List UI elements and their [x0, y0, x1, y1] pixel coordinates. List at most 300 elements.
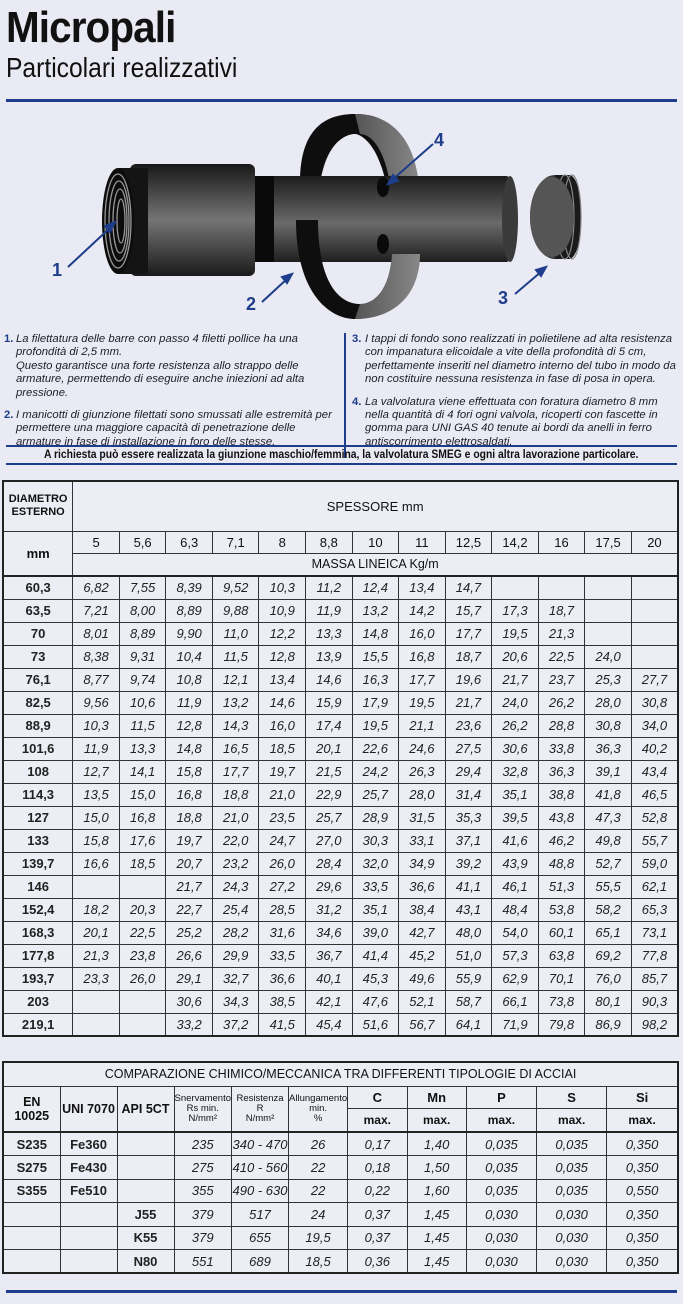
- mass-cell: 35,3: [445, 806, 492, 829]
- mass-cell: 39,2: [445, 852, 492, 875]
- mass-cell: 16,8: [166, 783, 213, 806]
- mass-cell: 23,3: [73, 967, 120, 990]
- max-label: max.: [537, 1108, 607, 1132]
- mass-cell: 49,6: [399, 967, 446, 990]
- note-text: I manicotti di giunzione filettati sono smussati alle estremità per permettere una maggiore capacità di penetrazione delle armature in fase di installazione in foro delle stesse.: [16, 409, 332, 448]
- mass-cell: 11,2: [306, 576, 353, 599]
- col-en10025: EN 10025: [3, 1086, 60, 1132]
- steel-cell-rs: 551: [174, 1250, 232, 1274]
- mass-cell: 41,8: [585, 783, 632, 806]
- mass-cell: 86,9: [585, 1013, 632, 1036]
- mass-cell: 15,8: [73, 829, 120, 852]
- mass-cell: [73, 990, 120, 1013]
- page-subtitle: Particolari realizzativi: [6, 52, 238, 83]
- diameter-cell: 139,7: [3, 852, 73, 875]
- steel-cell-uni: [60, 1203, 117, 1227]
- mass-cell: 80,1: [585, 990, 632, 1013]
- steel-cell-mn: 1,45: [407, 1226, 466, 1250]
- mass-cell: 48,0: [445, 921, 492, 944]
- mass-cell: 31,5: [399, 806, 446, 829]
- mass-cell: 20,6: [492, 645, 539, 668]
- note-number: 2.: [4, 409, 14, 422]
- mass-cell: 16,5: [212, 737, 259, 760]
- steel-cell-p: 0,035: [466, 1179, 536, 1203]
- table-row: [3, 829, 678, 852]
- mass-cell: 28,0: [399, 783, 446, 806]
- mass-cell: 58,2: [585, 898, 632, 921]
- mass-cell: 18,8: [166, 806, 213, 829]
- steel-cell-uni: Fe430: [60, 1156, 117, 1180]
- mass-cell: 8,39: [166, 576, 213, 599]
- mass-cell: 56,7: [399, 1013, 446, 1036]
- mass-cell: 10,4: [166, 645, 213, 668]
- table-row: [3, 599, 678, 622]
- mass-cell: [119, 990, 166, 1013]
- mass-cell: 12,2: [259, 622, 306, 645]
- mass-cell: 10,8: [166, 668, 213, 691]
- steel-cell-mn: 1,45: [407, 1250, 466, 1274]
- mass-cell: 37,1: [445, 829, 492, 852]
- diameter-cell: 152,4: [3, 898, 73, 921]
- diameter-cell: 101,6: [3, 737, 73, 760]
- steel-cell-p: 0,035: [466, 1132, 536, 1156]
- steel-cell-p: 0,035: [466, 1156, 536, 1180]
- header-line: Rs min.: [186, 1102, 219, 1114]
- table-row: [3, 898, 678, 921]
- mass-cell: 34,3: [212, 990, 259, 1013]
- mass-cell: 32,8: [492, 760, 539, 783]
- steel-cell-si: 0,350: [607, 1250, 678, 1274]
- mass-cell: 17,6: [119, 829, 166, 852]
- diameter-cell: 114,3: [3, 783, 73, 806]
- mass-cell: 13,5: [73, 783, 120, 806]
- mass-cell: 8,38: [73, 645, 120, 668]
- mass-cell: 31,2: [306, 898, 353, 921]
- mass-cell: 6,82: [73, 576, 120, 599]
- mass-cell: 41,5: [259, 1013, 306, 1036]
- steel-cell-api: J55: [117, 1203, 174, 1227]
- mass-cell: 28,4: [306, 852, 353, 875]
- col-si: Si: [607, 1086, 678, 1108]
- max-label: max.: [348, 1108, 407, 1132]
- mass-cell: 9,90: [166, 622, 213, 645]
- mass-cell: 20,1: [73, 921, 120, 944]
- steel-cell-mn: 1,40: [407, 1132, 466, 1156]
- steel-cell-c: 0,36: [348, 1250, 407, 1274]
- mass-cell: 17,7: [399, 668, 446, 691]
- mass-cell: 73,1: [631, 921, 678, 944]
- note-text: La filettatura delle barre con passo 4 filetti pollice ha una profondità di 2,5 mm.: [16, 333, 298, 359]
- mass-cell: 13,3: [306, 622, 353, 645]
- mass-cell: 52,8: [631, 806, 678, 829]
- steel-cell-rs: 379: [174, 1226, 232, 1250]
- mass-cell: 15,8: [166, 760, 213, 783]
- table-row: [3, 576, 678, 599]
- mass-cell: 55,7: [631, 829, 678, 852]
- mass-cell: 45,3: [352, 967, 399, 990]
- mass-cell: 52,7: [585, 852, 632, 875]
- mass-cell: 12,8: [166, 714, 213, 737]
- mass-cell: 33,5: [259, 944, 306, 967]
- diameter-cell: 146: [3, 875, 73, 898]
- mass-cell: 27,0: [306, 829, 353, 852]
- steel-cell-c: 0,22: [348, 1179, 407, 1203]
- table-row: [3, 944, 678, 967]
- diameter-cell: 127: [3, 806, 73, 829]
- steel-cell-r: 517: [232, 1203, 289, 1227]
- thickness-col: 6,3: [166, 531, 213, 553]
- mass-cell: 17,4: [306, 714, 353, 737]
- steel-cell-en: S235: [3, 1132, 60, 1156]
- steel-cell-a: 22: [289, 1156, 348, 1180]
- mass-cell: 11,0: [212, 622, 259, 645]
- mass-cell: 35,1: [352, 898, 399, 921]
- divider: [6, 1290, 677, 1293]
- mass-cell: 57,3: [492, 944, 539, 967]
- mass-cell: 40,2: [631, 737, 678, 760]
- notes-left: [0, 333, 340, 458]
- note-text: La valvolatura viene effettuata con foratura diametro 8 mm nella quantità di 4 fori ogni valvola, ricoperti con fascette in gomma para UNI GAS 40 tenute ai bordi da anelli in ferro antiscorrimento elettrosaldati.: [365, 395, 658, 448]
- mass-cell: 43,1: [445, 898, 492, 921]
- mass-cell: 22,9: [306, 783, 353, 806]
- thickness-col: 11: [399, 531, 446, 553]
- note-4: [346, 396, 683, 450]
- mass-cell: 31,6: [259, 921, 306, 944]
- header-line: R: [256, 1102, 264, 1114]
- mass-cell: 9,74: [119, 668, 166, 691]
- mass-cell: 24,6: [399, 737, 446, 760]
- mass-cell: 13,2: [212, 691, 259, 714]
- mass-cell: 33,1: [399, 829, 446, 852]
- diameter-cell: 82,5: [3, 691, 73, 714]
- mass-cell: 16,6: [73, 852, 120, 875]
- col-uni7070: UNI 7070: [60, 1086, 117, 1132]
- table-row: [3, 760, 678, 783]
- mass-cell: 18,7: [538, 599, 585, 622]
- mass-cell: 15,0: [119, 783, 166, 806]
- callout-1: 1: [52, 260, 63, 280]
- mass-cell: 14,6: [306, 668, 353, 691]
- page-title: Micropali: [6, 3, 176, 52]
- mass-cell: 29,4: [445, 760, 492, 783]
- mass-cell: 18,2: [73, 898, 120, 921]
- mass-cell: 54,0: [492, 921, 539, 944]
- diameter-cell: 177,8: [3, 944, 73, 967]
- mass-cell: 70,1: [538, 967, 585, 990]
- note-text: I tappi di fondo sono realizzati in polietilene ad alta resistenza con impanatura elicoidale a vite della profondità di 5 cm, perfettamente inseriti nel diametro interno del tubo in modo da non costituire nessuna resistenza in fase di posa in opera.: [365, 333, 676, 386]
- diameter-cell: 63,5: [3, 599, 73, 622]
- mass-cell: 98,2: [631, 1013, 678, 1036]
- mass-cell: 8,89: [166, 599, 213, 622]
- mass-cell: 14,6: [259, 691, 306, 714]
- diameter-header: [3, 481, 73, 531]
- thickness-col: 12,5: [445, 531, 492, 553]
- mass-cell: 25,4: [212, 898, 259, 921]
- mass-cell: 17,9: [352, 691, 399, 714]
- steel-cell-c: 0,37: [348, 1203, 407, 1227]
- mass-cell: 62,9: [492, 967, 539, 990]
- mass-cell: 42,1: [306, 990, 353, 1013]
- table-row: [3, 668, 678, 691]
- callout-3: 3: [498, 288, 509, 308]
- steel-cell-mn: 1,45: [407, 1203, 466, 1227]
- mass-cell: 55,9: [445, 967, 492, 990]
- steel-cell-en: S355: [3, 1179, 60, 1203]
- mass-cell: 12,8: [259, 645, 306, 668]
- diameter-cell: 219,1: [3, 1013, 73, 1036]
- mass-cell: 14,8: [166, 737, 213, 760]
- mass-cell: 62,1: [631, 875, 678, 898]
- table-row: [3, 921, 678, 944]
- steel-cell-a: 22: [289, 1179, 348, 1203]
- mass-cell: 25,7: [352, 783, 399, 806]
- mass-cell: 11,5: [212, 645, 259, 668]
- mass-cell: 18,7: [445, 645, 492, 668]
- steel-table-caption: COMPARAZIONE CHIMICO/MECCANICA TRA DIFFERENTI TIPOLOGIE DI ACCIAI: [3, 1062, 678, 1086]
- mass-cell: 25,7: [306, 806, 353, 829]
- max-label: max.: [407, 1108, 466, 1132]
- col-allungamento: [289, 1086, 348, 1132]
- steel-cell-si: 0,350: [607, 1156, 678, 1180]
- steel-cell-api: [117, 1156, 174, 1180]
- mass-cell: 11,9: [306, 599, 353, 622]
- mass-cell: 7,55: [119, 576, 166, 599]
- mass-cell: [585, 576, 632, 599]
- diameter-cell: 76,1: [3, 668, 73, 691]
- mass-cell: 26,0: [119, 967, 166, 990]
- mass-cell: 90,3: [631, 990, 678, 1013]
- mass-cell: 16,0: [399, 622, 446, 645]
- steel-cell-s: 0,035: [537, 1156, 607, 1180]
- steel-cell-si: 0,350: [607, 1132, 678, 1156]
- mass-cell: 27,7: [631, 668, 678, 691]
- table-row: [3, 783, 678, 806]
- table-row: [3, 967, 678, 990]
- mass-cell: 59,0: [631, 852, 678, 875]
- mass-cell: 28,2: [212, 921, 259, 944]
- mass-cell: 40,1: [306, 967, 353, 990]
- mass-cell: 10,3: [259, 576, 306, 599]
- mass-cell: 21,7: [166, 875, 213, 898]
- mass-cell: 21,0: [212, 806, 259, 829]
- mass-cell: 32,7: [212, 967, 259, 990]
- steel-cell-s: 0,030: [537, 1226, 607, 1250]
- mass-cell: 30,6: [492, 737, 539, 760]
- mass-cell: 33,5: [352, 875, 399, 898]
- mass-cell: 41,4: [352, 944, 399, 967]
- mass-cell: 38,5: [259, 990, 306, 1013]
- mass-cell: 36,3: [585, 737, 632, 760]
- mass-cell: 20,7: [166, 852, 213, 875]
- thickness-col: 5,6: [119, 531, 166, 553]
- mass-cell: 29,6: [306, 875, 353, 898]
- mass-cell: 19,5: [492, 622, 539, 645]
- mass-cell: 45,2: [399, 944, 446, 967]
- mass-cell: 13,9: [306, 645, 353, 668]
- mass-cell: 41,6: [492, 829, 539, 852]
- request-note-text: A richiesta può essere realizzata la giunzione maschio/femmina, la valvolatura SMEG e ogni altra lavorazione particolare.: [44, 449, 639, 461]
- mass-cell: 24,3: [212, 875, 259, 898]
- notes-right: [344, 333, 683, 458]
- steel-cell-mn: 1,60: [407, 1179, 466, 1203]
- thickness-col: 8,8: [306, 531, 353, 553]
- steel-cell-si: 0,350: [607, 1226, 678, 1250]
- steel-cell-en: [3, 1226, 60, 1250]
- diameter-cell: 203: [3, 990, 73, 1013]
- mass-cell: 24,7: [259, 829, 306, 852]
- steel-cell-p: 0,030: [466, 1250, 536, 1274]
- mass-cell: 60,1: [538, 921, 585, 944]
- mass-cell: 19,5: [399, 691, 446, 714]
- unit-label: mm: [3, 531, 73, 576]
- mass-cell: [492, 576, 539, 599]
- mass-cell: 48,4: [492, 898, 539, 921]
- steel-cell-uni: [60, 1226, 117, 1250]
- mass-cell: 69,2: [585, 944, 632, 967]
- mass-cell: 58,7: [445, 990, 492, 1013]
- mass-cell: 42,7: [399, 921, 446, 944]
- col-mn: Mn: [407, 1086, 466, 1108]
- max-label: max.: [607, 1108, 678, 1132]
- mass-cell: 16,8: [399, 645, 446, 668]
- thickness-header: SPESSORE mm: [73, 481, 678, 531]
- steel-cell-s: 0,030: [537, 1250, 607, 1274]
- mass-cell: 24,0: [492, 691, 539, 714]
- steel-cell-rs: 275: [174, 1156, 232, 1180]
- table-row: [3, 990, 678, 1013]
- mass-cell: 7,21: [73, 599, 120, 622]
- mass-cell: 9,56: [73, 691, 120, 714]
- mass-cell: 26,3: [399, 760, 446, 783]
- table-row: [3, 737, 678, 760]
- mass-cell: 34,6: [306, 921, 353, 944]
- mass-cell: 10,6: [119, 691, 166, 714]
- table-row: [3, 1013, 678, 1036]
- mass-cell: 25,3: [585, 668, 632, 691]
- mass-cell: 10,9: [259, 599, 306, 622]
- mass-cell: 12,7: [73, 760, 120, 783]
- steel-cell-uni: [60, 1250, 117, 1274]
- table-row: [3, 714, 678, 737]
- thickness-col: 10: [352, 531, 399, 553]
- note-number: 3.: [352, 333, 362, 345]
- mass-cell: 21,7: [445, 691, 492, 714]
- mass-cell: 9,52: [212, 576, 259, 599]
- mass-cell: 15,9: [306, 691, 353, 714]
- diameter-cell: 108: [3, 760, 73, 783]
- steel-cell-a: 18,5: [289, 1250, 348, 1274]
- mass-cell: 34,0: [631, 714, 678, 737]
- mass-cell: 14,3: [212, 714, 259, 737]
- mass-cell: 35,1: [492, 783, 539, 806]
- mass-cell: 12,4: [352, 576, 399, 599]
- mass-cell: 28,0: [585, 691, 632, 714]
- diameter-cell: 73: [3, 645, 73, 668]
- col-c: C: [348, 1086, 407, 1108]
- mass-cell: 26,2: [538, 691, 585, 714]
- mass-cell: 30,6: [166, 990, 213, 1013]
- mass-cell: 27,2: [259, 875, 306, 898]
- steel-cell-p: 0,030: [466, 1226, 536, 1250]
- mass-cell: 19,7: [259, 760, 306, 783]
- mass-cell: 41,1: [445, 875, 492, 898]
- mass-cell: 51,3: [538, 875, 585, 898]
- steel-cell-r: 689: [232, 1250, 289, 1274]
- mass-cell: 21,1: [399, 714, 446, 737]
- mass-cell: 46,5: [631, 783, 678, 806]
- mass-cell: 17,3: [492, 599, 539, 622]
- mass-cell: 36,7: [306, 944, 353, 967]
- col-p: P: [466, 1086, 536, 1108]
- steel-cell-api: K55: [117, 1226, 174, 1250]
- mass-cell: 26,0: [259, 852, 306, 875]
- mass-cell: 33,2: [166, 1013, 213, 1036]
- steel-comparison-table: [2, 1061, 679, 1274]
- header-line: min.: [309, 1102, 328, 1114]
- mass-cell: 46,1: [492, 875, 539, 898]
- table-row: [3, 1179, 678, 1203]
- mass-cell: 48,8: [538, 852, 585, 875]
- mass-cell: 47,6: [352, 990, 399, 1013]
- mass-cell: [585, 599, 632, 622]
- steel-cell-c: 0,18: [348, 1156, 407, 1180]
- mass-cell: 39,0: [352, 921, 399, 944]
- steel-cell-r: 655: [232, 1226, 289, 1250]
- table-row: [3, 806, 678, 829]
- mass-cell: 64,1: [445, 1013, 492, 1036]
- table-row: [3, 875, 678, 898]
- thickness-col: 14,2: [492, 531, 539, 553]
- table-row: [3, 1132, 678, 1156]
- steel-cell-a: 19,5: [289, 1226, 348, 1250]
- header-line: Resistenza: [236, 1092, 284, 1104]
- mass-cell: 17,7: [212, 760, 259, 783]
- mass-cell: [631, 599, 678, 622]
- steel-cell-api: N80: [117, 1250, 174, 1274]
- mass-table: [2, 480, 679, 1037]
- mass-cell: [631, 622, 678, 645]
- header-line: %: [313, 1112, 323, 1124]
- mass-cell: 16,0: [259, 714, 306, 737]
- mass-cell: 28,8: [538, 714, 585, 737]
- mass-cell: 24,2: [352, 760, 399, 783]
- mass-cell: 8,77: [73, 668, 120, 691]
- mass-cell: 8,00: [119, 599, 166, 622]
- steel-cell-r: 410 - 560: [232, 1156, 289, 1180]
- mass-cell: 63,8: [538, 944, 585, 967]
- mass-cell: 76,0: [585, 967, 632, 990]
- table-row: [3, 622, 678, 645]
- header-line: N/mm²: [245, 1112, 275, 1124]
- steel-cell-rs: 355: [174, 1179, 232, 1203]
- mass-cell: 43,4: [631, 760, 678, 783]
- diameter-header-line: DIAMETRO: [8, 493, 68, 506]
- mass-cell: 12,1: [212, 668, 259, 691]
- mass-cell: 36,3: [538, 760, 585, 783]
- mass-cell: 51,0: [445, 944, 492, 967]
- thickness-col: 20: [631, 531, 678, 553]
- mass-cell: 19,6: [445, 668, 492, 691]
- diameter-cell: 88,9: [3, 714, 73, 737]
- mass-cell: 11,5: [119, 714, 166, 737]
- mass-cell: 52,1: [399, 990, 446, 1013]
- request-note: [6, 445, 677, 465]
- mass-cell: 34,9: [399, 852, 446, 875]
- mass-cell: 19,5: [352, 714, 399, 737]
- note-1: [0, 333, 340, 400]
- mass-cell: 13,2: [352, 599, 399, 622]
- steel-cell-api: [117, 1179, 174, 1203]
